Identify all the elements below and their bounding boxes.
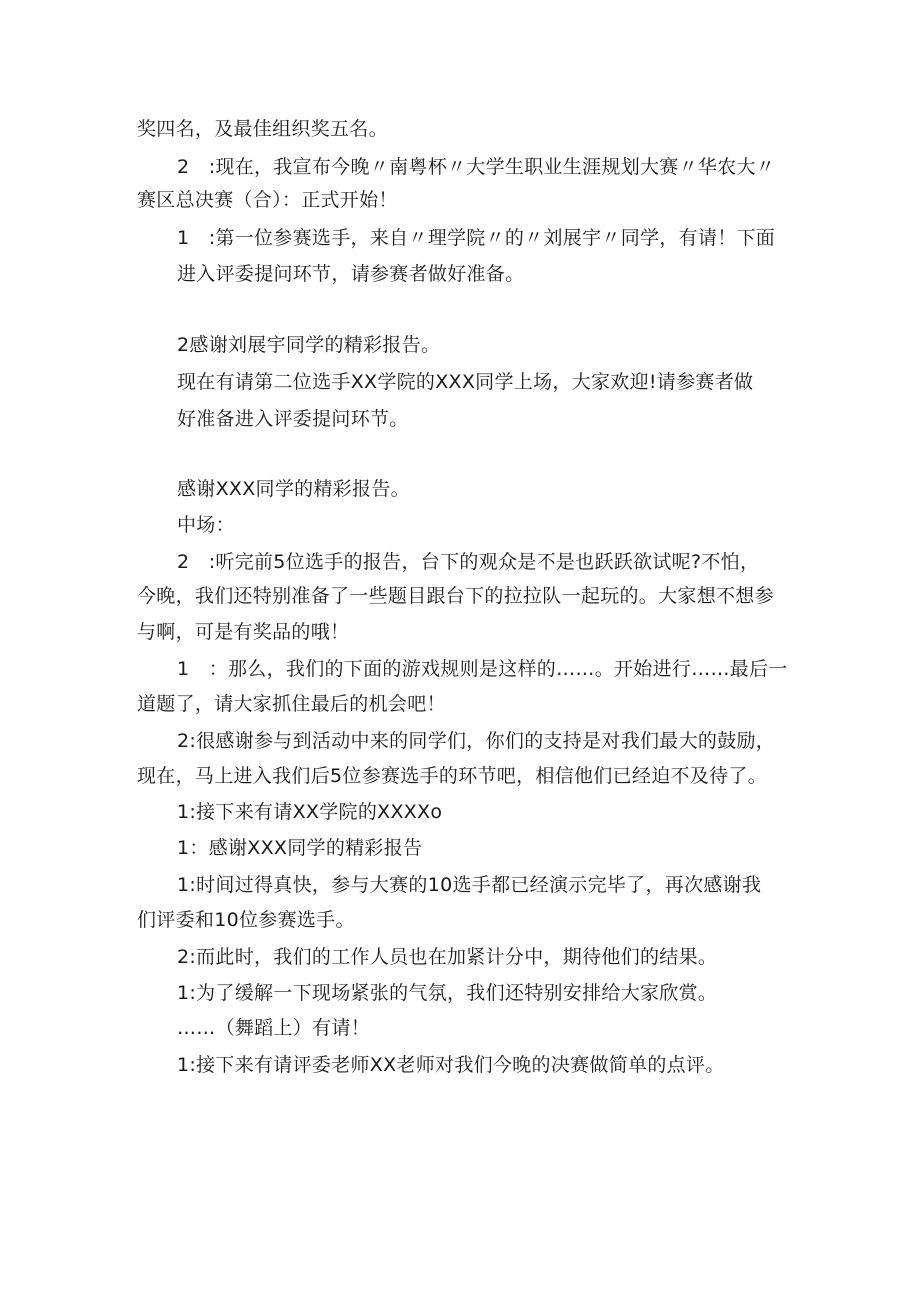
text-line: 2:很感谢参与到活动中来的同学们，你们的支持是对我们最大的鼓励， (177, 730, 776, 752)
text-line: 现在有请第二位选手XX学院的XXX同学上场，大家欢迎!请参赛者做 (177, 371, 754, 393)
text-line: 好准备进入评委提问环节。 (177, 408, 409, 430)
text-line: 2 :听完前5位选手的报告，台下的观众是不是也跃跃欲试呢?不怕， (177, 551, 760, 573)
text-line: 1：感谢XXX同学的精彩报告 (177, 837, 423, 859)
text-line: 1 :第一位参赛选手，来自〃理学院〃的〃刘展宇〃同学，有请！下面 (177, 227, 776, 249)
text-line: 1:接下来有请XX学院的XXXXo (177, 801, 443, 823)
text-line: 今晚，我们还特别准备了一些题目跟台下的拉拉队一起玩的。大家想不想参 (137, 585, 774, 607)
text-line: 赛区总决赛（合）：正式开始！ (137, 189, 398, 211)
text-line: 奖四名，及最佳组织奖五名。 (137, 118, 388, 140)
text-line: 2 :现在，我宣布今晚〃南粤杯〃大学生职业生涯规划大赛〃华农大〃 (177, 156, 776, 178)
text-line: 1:接下来有请评委老师XX老师对我们今晚的决赛做简单的点评。 (177, 1054, 725, 1076)
text-line: 2感谢刘展宇同学的精彩报告。 (177, 334, 441, 356)
text-line: ……（舞蹈上）有请！ (177, 1017, 371, 1039)
text-line: 1 ：那么，我们的下面的游戏规则是这样的……。开始进行……最后一 (177, 658, 788, 680)
text-line: 1:时间过得真快，参与大赛的10选手都已经演示完毕了，再次感谢我 (177, 874, 762, 896)
text-line: 1:为了缓解一下现场紧张的气氛，我们还特别安排给大家欣赏。 (177, 982, 718, 1004)
text-line: 现在，马上进入我们后5位参赛选手的环节吧，相信他们已经迫不及待了。 (137, 765, 767, 787)
text-line: 们评委和10位参赛选手。 (137, 909, 355, 931)
text-line: 与啊，可是有奖品的哦！ (137, 621, 350, 643)
text-line: 中场： (177, 514, 235, 536)
text-line: 2:而此时，我们的工作人员也在加紧计分中，期待他们的结果。 (177, 946, 718, 968)
text-line: 进入评委提问环节，请参赛者做好准备。 (177, 263, 525, 285)
text-line: 感谢XXX同学的精彩报告。 (177, 478, 410, 500)
text-line: 道题了，请大家抓住最后的机会吧！ (137, 693, 446, 715)
